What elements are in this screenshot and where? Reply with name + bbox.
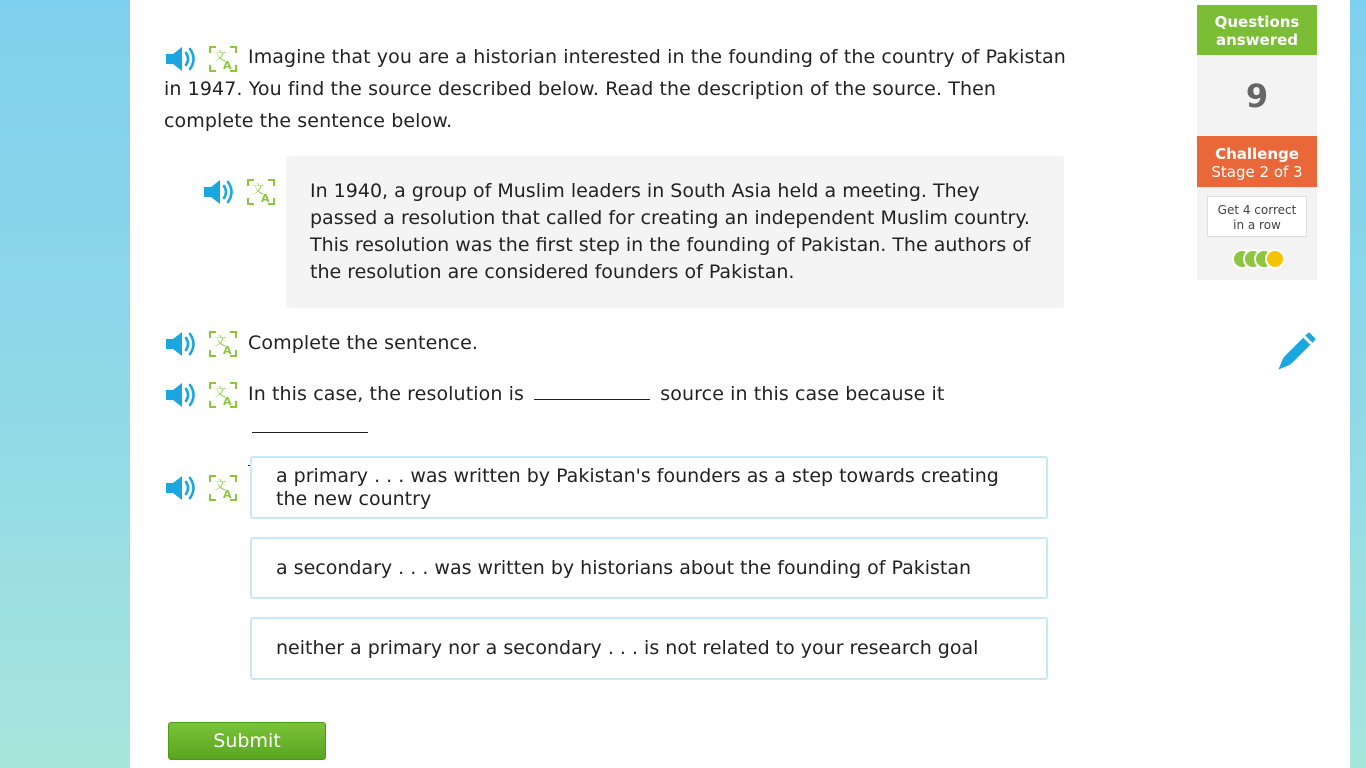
svg-text:文: 文: [252, 182, 265, 196]
streak-box: [1207, 196, 1307, 237]
challenge-title: Challenge: [1215, 145, 1299, 163]
questions-answered-label-2: answered: [1215, 31, 1299, 49]
svg-text:A: A: [223, 344, 232, 357]
sentence-part-1: In this case, the resolution is: [248, 383, 525, 405]
questions-answered-count: 9: [1197, 55, 1317, 136]
speaker-icon[interactable]: [164, 382, 198, 408]
choice-secondary[interactable]: [250, 537, 1048, 599]
svg-text:文: 文: [214, 334, 227, 348]
choice-primary[interactable]: [250, 456, 1048, 519]
svg-text:A: A: [223, 395, 232, 408]
instruction-icons: [164, 330, 248, 358]
questions-answered-header: [1197, 5, 1317, 55]
choices-icons-row: [164, 474, 248, 502]
streak-dots: [1197, 249, 1317, 269]
translate-icon[interactable]: [208, 474, 238, 502]
streak-line-2: in a row: [1233, 218, 1281, 232]
challenge-stage: Stage 2 of 3: [1211, 163, 1303, 181]
source-passage: [286, 156, 1064, 308]
svg-text:文: 文: [214, 385, 227, 399]
practice-page: [130, 0, 1350, 768]
submit-button[interactable]: Submit: [168, 722, 326, 760]
choice-neither[interactable]: [250, 617, 1048, 680]
question-intro: Imagine that you are a historian interested in the founding of the country of Pakistan in 1947. You find the source described below. Read the description of the source. Then complete the sentence below.: [164, 46, 1066, 132]
choices-icons: [164, 474, 248, 502]
sentence-part-2: source in this case because it: [660, 383, 945, 405]
passage-icons-row: [202, 178, 286, 206]
sentence-icons: [164, 381, 248, 409]
challenge-body: [1197, 187, 1317, 280]
blank-1: [534, 378, 650, 400]
svg-text:A: A: [223, 59, 232, 72]
progress-sidebar: [1197, 5, 1317, 280]
translate-icon[interactable]: [208, 381, 238, 409]
speaker-icon[interactable]: [164, 475, 198, 501]
svg-text:A: A: [223, 488, 232, 501]
svg-text:文: 文: [214, 49, 227, 63]
pencil-icon[interactable]: [1270, 330, 1318, 378]
svg-text:A: A: [261, 192, 270, 205]
blank-2a: [252, 411, 368, 433]
questions-answered-label-1: Questions: [1214, 13, 1300, 31]
passage-text: In 1940, a group of Muslim leaders in South Asia held a meeting. They passed a resolution that called for creating an independent Muslim country. This resolution was the first step in the founding of Pakistan. The authors of the resolution are considered founders of Pakistan.: [310, 180, 1031, 283]
challenge-header: [1197, 136, 1317, 187]
streak-line-1: Get 4 correct: [1217, 203, 1297, 217]
instruction-text: Complete the sentence.: [248, 332, 479, 354]
svg-text:文: 文: [214, 478, 227, 492]
passage-icons: [202, 178, 286, 206]
speaker-icon[interactable]: [202, 179, 236, 205]
translate-icon[interactable]: [246, 178, 276, 206]
instruction-row: [164, 330, 478, 359]
streak-dot-current: [1265, 249, 1285, 269]
choice-label: a secondary . . . was written by historians about the founding of Pakistan: [276, 556, 972, 579]
speaker-icon[interactable]: [164, 331, 198, 357]
translate-icon[interactable]: [208, 330, 238, 358]
choice-label: a primary . . . was written by Pakistan's founders as a step towards creating the new country: [276, 464, 999, 510]
choice-label: neither a primary nor a secondary . . . is not related to your research goal: [276, 637, 979, 659]
